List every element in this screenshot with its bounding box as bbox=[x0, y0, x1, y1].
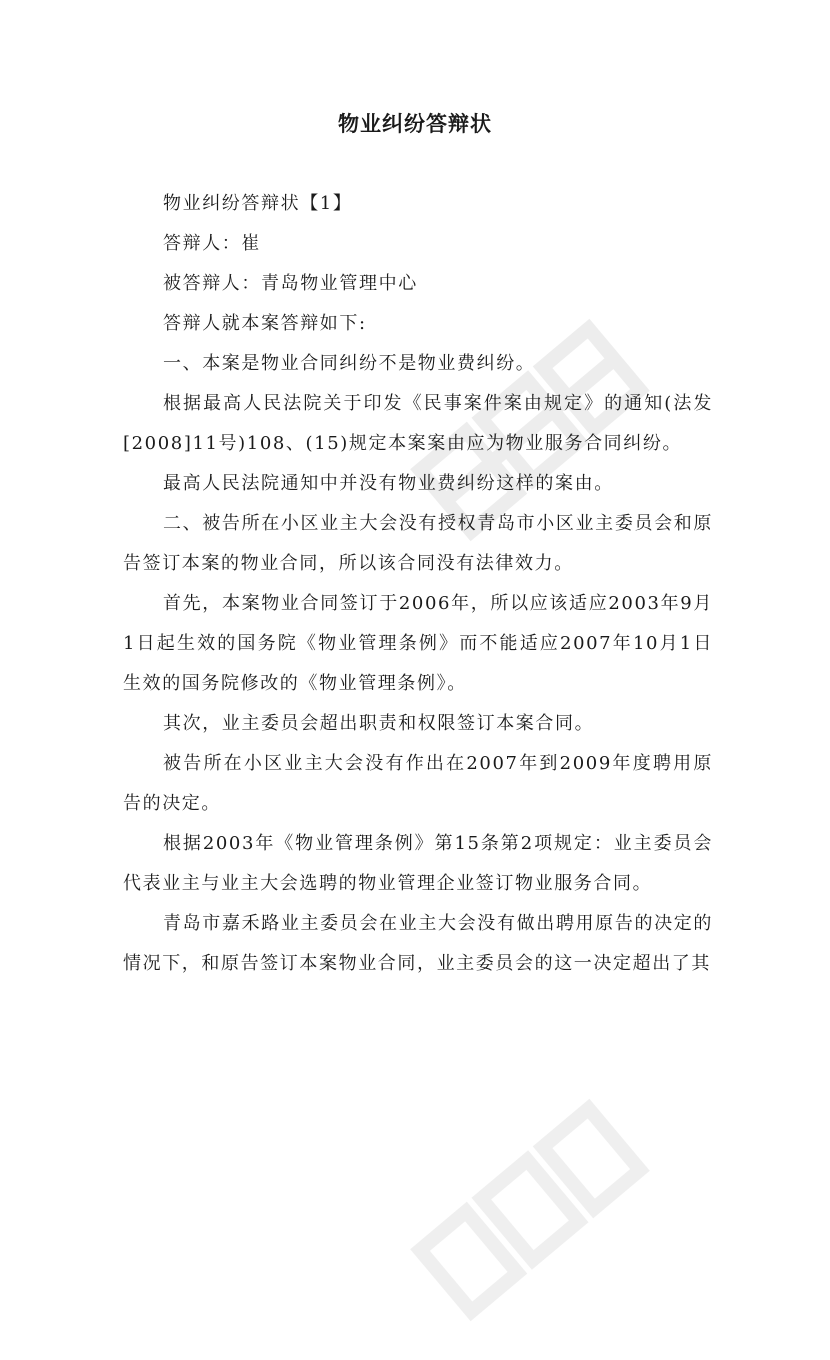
paragraph-first: 首先，本案物业合同签订于2006年，所以应该适应2003年9月1日起生效的国务院《物业管理条例》而不能适应2007年10月1日生效的国务院修改的《物业管理条例》。 bbox=[123, 593, 713, 694]
paragraph-no-cause: 最高人民法院通知中并没有物业费纠纷这样的案由。 bbox=[163, 473, 614, 494]
document-title: 物业纠纷答辩状 bbox=[338, 112, 492, 136]
paragraph-regulation: 根据2003年《物业管理条例》第15条第2项规定：业主委员会代表业主与业主大会选聘的物业管理企业签订物业服务合同。 bbox=[123, 833, 713, 894]
watermark-logo-icon-lower bbox=[380, 1060, 680, 1360]
paragraph-legal-basis: 根据最高人民法院关于印发《民事案件案由规定》的通知(法发[2008]11号)108、(15)规定本案案由应为物业服务合同纠纷。 bbox=[123, 393, 713, 454]
paragraph-point-one: 一、本案是物业合同纠纷不是物业费纠纷。 bbox=[163, 353, 536, 374]
paragraph-second: 其次，业主委员会超出职责和权限签订本案合同。 bbox=[163, 713, 595, 734]
paragraph-point-two: 二、被告所在小区业主大会没有授权青岛市小区业主委员会和原告签订本案的物业合同，所以该合同没有法律效力。 bbox=[123, 513, 713, 574]
paragraph-claimant: 被答辩人：青岛物业管理中心 bbox=[163, 273, 418, 294]
paragraph-respondent: 答辩人：崔 bbox=[163, 233, 261, 254]
paragraph-no-decision: 被告所在小区业主大会没有作出在2007年到2009年度聘用原告的决定。 bbox=[123, 753, 713, 814]
paragraph-heading: 物业纠纷答辩状【1】 bbox=[163, 193, 353, 214]
paragraph-committee: 青岛市嘉禾路业主委员会在业主大会没有做出聘用原告的决定的情况下，和原告签订本案物业合同，业主委员会的这一决定超出了其 bbox=[123, 913, 713, 974]
paragraph-intro: 答辩人就本案答辩如下: bbox=[163, 313, 367, 334]
document-body bbox=[123, 184, 713, 984]
